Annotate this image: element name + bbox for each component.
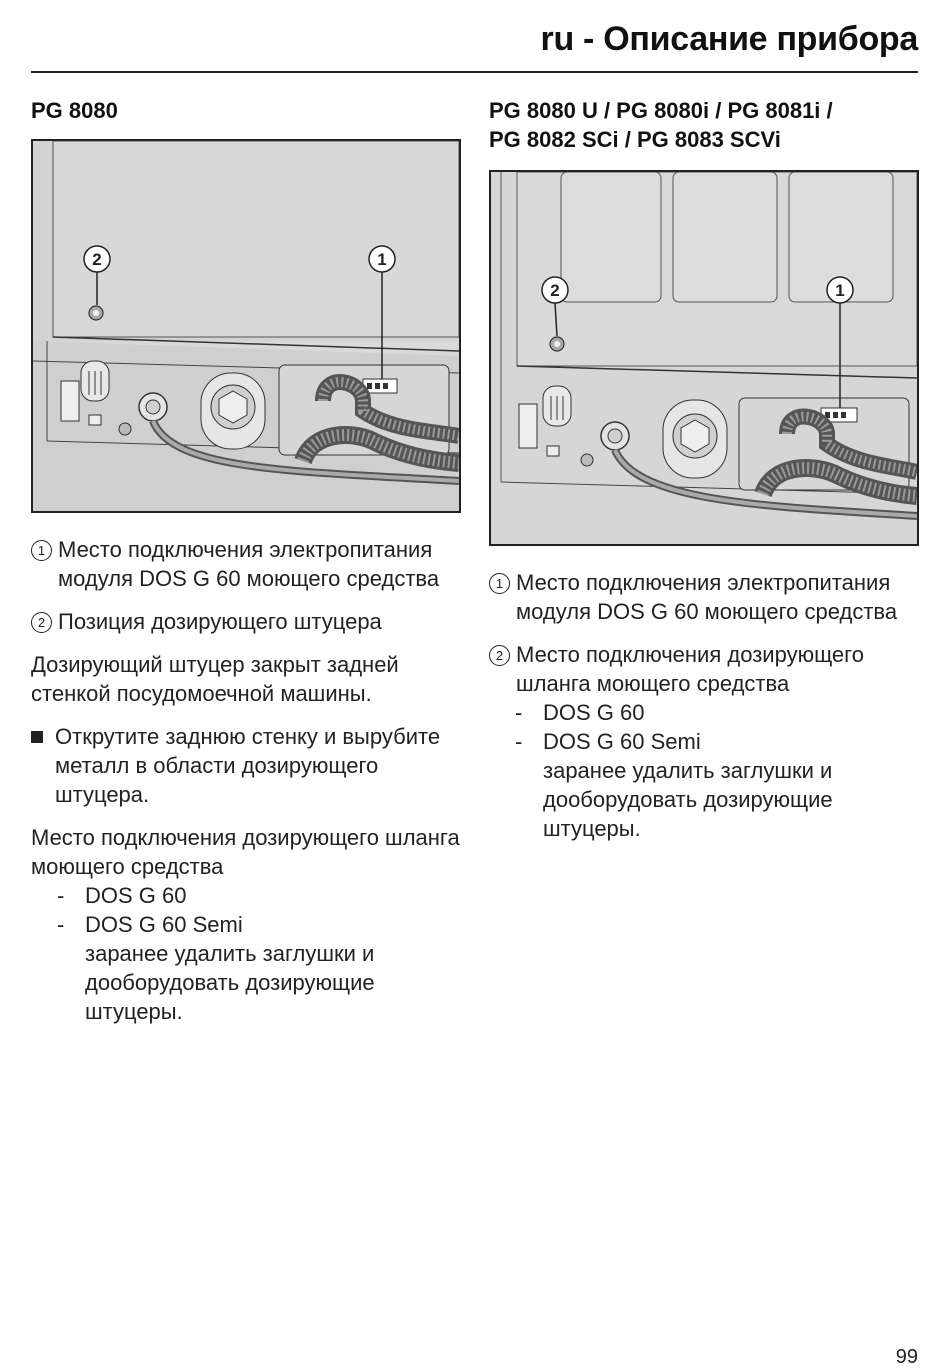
svg-text:1: 1 [377,250,387,269]
legend-text: Место подключения электропитания модуля DOS G 60 моющего средства [58,537,440,591]
list-item: - DOS G 60 [515,700,645,725]
right-appliance-illustration [491,172,917,544]
page-title: ru - Описание прибора [540,20,918,58]
left-legend-item-1 [31,535,461,593]
right-column [489,96,919,843]
right-figure [489,170,919,546]
right-legend-item-2 [489,640,919,698]
left-hose-heading: Место подключения дозирующего шланга моющего средства [31,825,460,879]
legend-number: 1 [489,573,510,594]
right-model-title-line-1: PG 8080 U / PG 8080i / PG 8081i / [489,98,833,123]
legend-text: Позиция дозирующего штуцера [58,609,382,634]
legend-number: 2 [489,645,510,666]
legend-number: 2 [31,612,52,633]
left-legend-item-2 [31,607,461,636]
legend-number: 1 [31,540,52,561]
svg-text:1: 1 [835,281,845,300]
header-divider [31,71,918,73]
legend-text: Место подключения дозирующего шланга моющего средства [516,642,864,696]
right-legend-item-1 [489,568,919,626]
left-hose-list [31,881,461,939]
bullet-text: Открутите заднюю стенку и вырубите металл в области дозирующего штуцера. [55,724,441,807]
left-paragraph: Дозирующий штуцер закрыт задней стенкой посудомоечной машины. [31,652,399,706]
list-item: - DOS G 60 [57,883,187,908]
list-item: - DOS G 60 Semi [515,729,701,754]
right-hose-list [489,698,919,756]
page-number: 99 [895,1346,918,1368]
svg-text:2: 2 [92,250,102,269]
list-item: - DOS G 60 Semi [57,912,243,937]
right-model-title [489,96,919,154]
svg-text:2: 2 [550,281,560,300]
right-hose-note: заранее удалить заглушки и дооборудовать дозирующие штуцеры. [543,758,833,841]
left-figure [31,139,461,513]
left-column [31,96,461,1026]
left-model-title: PG 8080 [31,98,118,123]
right-model-title-line-2: PG 8082 SCi / PG 8083 SCVi [489,127,781,152]
square-bullet-icon [31,731,43,743]
left-hose-note: заранее удалить заглушки и дооборудовать дозирующие штуцеры. [85,941,375,1024]
legend-text: Место подключения электропитания модуля DOS G 60 моющего средства [516,570,898,624]
left-bullet [31,722,461,809]
left-appliance-illustration [33,141,459,511]
